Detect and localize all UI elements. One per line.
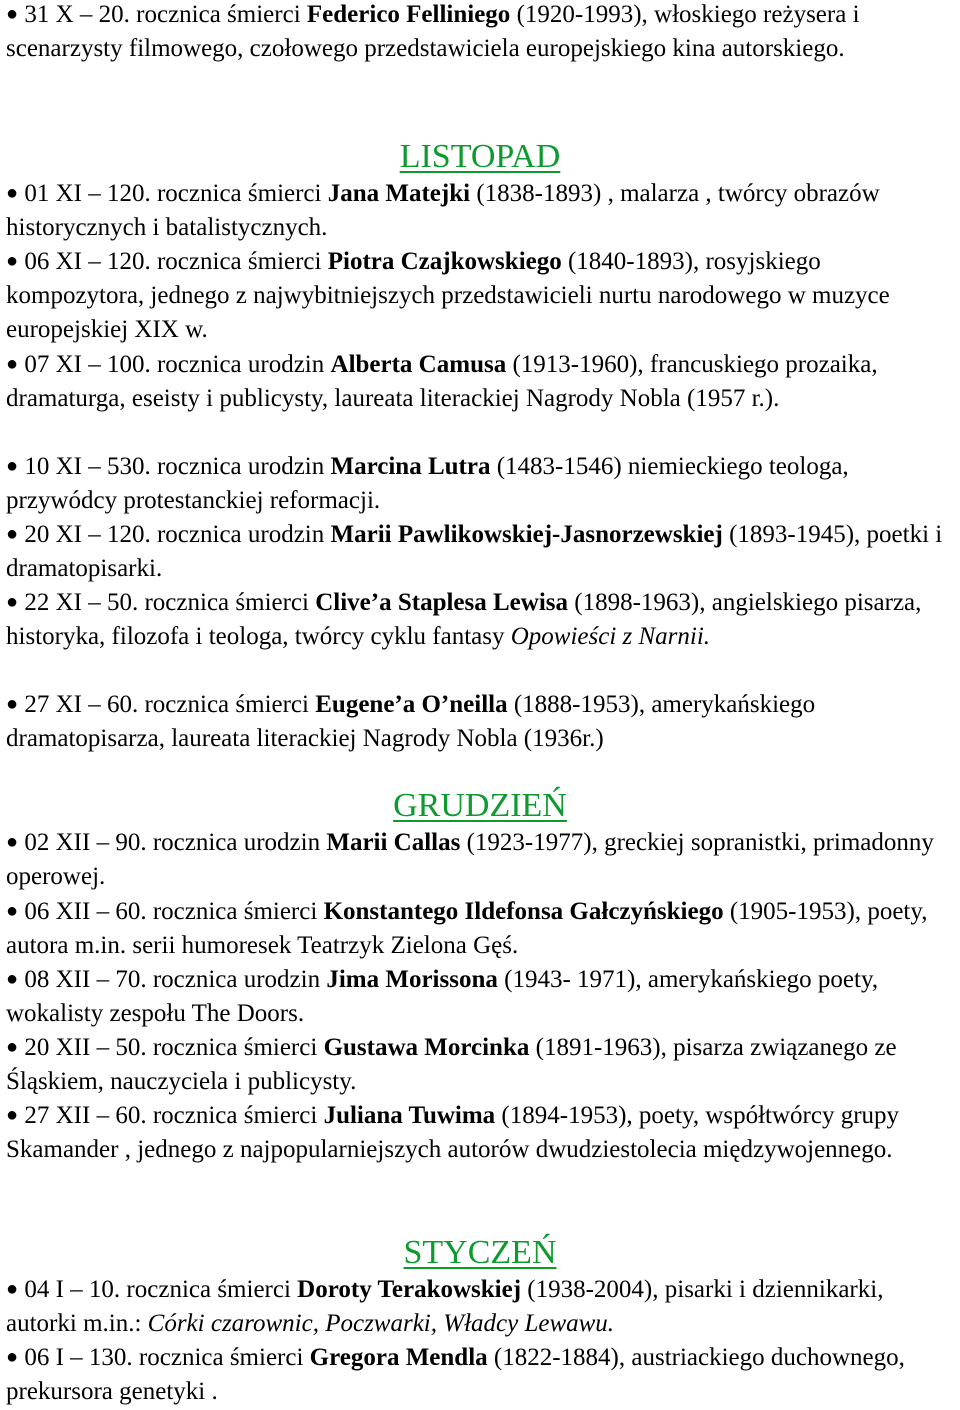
entry-dash: –: [96, 898, 110, 925]
entry-date: 20 XII: [24, 1034, 91, 1061]
entry-lead: 60. rocznica śmierci: [115, 898, 318, 925]
entry-person: Jima Morissona: [326, 966, 498, 993]
entry-description: (1938-2004), pisarki i dziennikarki, autorki m.in.:: [6, 1276, 884, 1337]
entry-lead: 70. rocznica urodzin: [115, 966, 321, 993]
bullet-icon: ●: [6, 3, 19, 25]
anniversary-entry: [6, 585, 958, 654]
entry-lead: 90. rocznica urodzin: [115, 829, 321, 856]
bullet-icon: ●: [6, 182, 19, 204]
entry-person: Doroty Terakowskiej: [297, 1276, 522, 1303]
entry-person: Gustawa Morcinka: [323, 1034, 530, 1061]
anniversary-entry: [6, 687, 958, 756]
entry-dash: –: [70, 1276, 83, 1303]
entry-description: (1905-1953), poety, autora m.in. serii humoresek Teatrzyk Zielona Gęś.: [6, 898, 928, 959]
entry-date: 20 XI: [24, 521, 82, 548]
anniversary-entry: [6, 962, 958, 1031]
bullet-icon: ●: [6, 900, 19, 922]
anniversary-entry: [6, 0, 958, 66]
anniversary-entry: [6, 1098, 958, 1167]
anniversary-entry: [6, 517, 958, 586]
bullet-icon: ●: [6, 250, 19, 272]
entry-date: 27 XII: [24, 1102, 91, 1129]
entry-person: Marii Callas: [326, 829, 461, 856]
entry-lead: 120. rocznica śmierci: [106, 248, 322, 275]
anniversary-entry: [6, 825, 958, 894]
bullet-icon: ●: [6, 455, 19, 477]
entry-dash: –: [96, 1034, 110, 1061]
entry-person: Marcina Lutra: [330, 453, 491, 480]
bullet-icon: ●: [6, 1346, 19, 1368]
entry-dash: –: [70, 1344, 83, 1371]
entry-date: 08 XII: [24, 966, 91, 993]
entry-title-italic: Córki czarownic, Poczwarki, Władcy Lewawu.: [147, 1310, 615, 1337]
entry-person: Juliana Tuwima: [323, 1102, 496, 1129]
entry-dash: –: [88, 691, 101, 718]
entry-description: (1822-1884), austriackiego duchownego, prekursora genetyki .: [6, 1344, 905, 1405]
bullet-icon: ●: [6, 353, 19, 375]
entry-date: 22 XI: [24, 589, 82, 616]
entry-dash: –: [88, 180, 101, 207]
month-heading-grudzien: [0, 786, 960, 826]
entry-lead: 60. rocznica śmierci: [106, 691, 309, 718]
entry-date: 31 X: [24, 1, 74, 28]
entry-dash: –: [88, 521, 101, 548]
entry-dash: –: [88, 351, 101, 378]
anniversary-entry: [6, 1272, 958, 1341]
entry-lead: 20. rocznica śmierci: [98, 1, 301, 28]
entry-date: 07 XI: [24, 351, 82, 378]
entry-date: 01 XI: [24, 180, 82, 207]
month-title: GRUDZIEŃ: [393, 787, 567, 824]
entry-description: (1920-1993), włoskiego reżysera i scenarzysty filmowego, czołowego przedstawiciela europejskiego kina autorskiego.: [6, 1, 860, 62]
entry-person: Eugene’a O’neilla: [315, 691, 508, 718]
bullet-icon: ●: [6, 523, 19, 545]
entry-date: 02 XII: [24, 829, 91, 856]
entry-date: 06 I: [24, 1344, 64, 1371]
month-heading-listopad: [0, 137, 960, 177]
entry-lead: 120. rocznica śmierci: [106, 180, 322, 207]
entry-description: (1891-1963), pisarza związanego ze Śląskiem, nauczyciela i publicysty.: [6, 1034, 897, 1095]
entry-dash: –: [96, 966, 110, 993]
entry-person: Piotra Czajkowskiego: [327, 248, 562, 275]
entry-lead: 10. rocznica śmierci: [88, 1276, 291, 1303]
entry-description: (1888-1953), amerykańskiego dramatopisarza, laureata literackiej Nagrody Nobla (1936r.): [6, 691, 816, 752]
entry-person: Clive’a Staplesa Lewisa: [315, 589, 569, 616]
entry-description: (1893-1945), poetki i dramatopisarki.: [6, 521, 943, 582]
entry-person: Federico Felliniego: [306, 1, 511, 28]
entry-description: (1898-1963), angielskiego pisarza, historyka, filozofa i teologa, twórcy cyklu fantasy: [6, 589, 922, 650]
entry-person: Marii Pawlikowskiej-Jasnorzewskiej: [330, 521, 723, 548]
entry-description: (1483-1546) niemieckiego teologa, przywódcy protestanckiej reformacji.: [6, 453, 849, 514]
month-heading-styczen: [0, 1233, 960, 1273]
entry-date: 06 XI: [24, 248, 82, 275]
entry-description: (1840-1893), rosyjskiego kompozytora, jednego z najwybitniejszych przedstawicieli nurtu narodowego w muzyce europejskiej XIX w.: [6, 248, 890, 343]
anniversary-entry: [6, 449, 958, 518]
entry-date: 06 XII: [24, 898, 91, 925]
entry-description: (1923-1977), greckiej sopranistki, primadonny operowej.: [6, 829, 934, 890]
entry-dash: –: [96, 829, 110, 856]
entry-date: 27 XI: [24, 691, 82, 718]
entry-person: Jana Matejki: [327, 180, 471, 207]
bullet-icon: ●: [6, 693, 19, 715]
bullet-icon: ●: [6, 1104, 19, 1126]
entry-dash: –: [88, 453, 101, 480]
entry-lead: 130. rocznica śmierci: [88, 1344, 304, 1371]
entry-description: (1894-1953), poety, współtwórcy grupy Skamander , jednego z najpopularniejszych autorów dwudziestolecia międzywojennego.: [6, 1102, 900, 1163]
bullet-icon: ●: [6, 968, 19, 990]
anniversary-entry: [6, 1030, 958, 1099]
entry-lead: 50. rocznica śmierci: [106, 589, 309, 616]
anniversary-entry: [6, 176, 958, 245]
entry-dash: –: [96, 1102, 110, 1129]
bullet-icon: ●: [6, 1278, 19, 1300]
entry-lead: 120. rocznica urodzin: [106, 521, 325, 548]
entry-lead: 100. rocznica urodzin: [106, 351, 325, 378]
bullet-icon: ●: [6, 1036, 19, 1058]
entry-lead: 60. rocznica śmierci: [115, 1102, 318, 1129]
anniversary-entry: [6, 244, 958, 347]
bullet-icon: ●: [6, 831, 19, 853]
entry-date: 04 I: [24, 1276, 64, 1303]
month-title: LISTOPAD: [399, 138, 561, 175]
entry-lead: 530. rocznica urodzin: [106, 453, 325, 480]
entry-description: (1838-1893) , malarza , twórcy obrazów historycznych i batalistycznych.: [6, 180, 880, 241]
entry-dash: –: [79, 1, 93, 28]
entry-person: Konstantego Ildefonsa Gałczyńskiego: [323, 898, 724, 925]
bullet-icon: ●: [6, 591, 19, 613]
entry-lead: 50. rocznica śmierci: [115, 1034, 318, 1061]
entry-dash: –: [88, 589, 101, 616]
month-title: STYCZEŃ: [403, 1234, 557, 1271]
entry-dash: –: [88, 248, 101, 275]
entry-person: Gregora Mendla: [309, 1344, 488, 1371]
entry-date: 10 XI: [24, 453, 82, 480]
anniversary-entry: [6, 347, 958, 416]
anniversary-entry: [6, 1340, 958, 1409]
entry-person: Alberta Camusa: [330, 351, 507, 378]
entry-title-italic: Opowieści z Narnii.: [510, 623, 711, 650]
entry-description: (1943- 1971), amerykańskiego poety, wokalisty zespołu The Doors.: [6, 966, 879, 1027]
anniversary-entry: [6, 894, 958, 963]
entry-description: (1913-1960), francuskiego prozaika, dramaturga, eseisty i publicysty, laureata literackiej Nagrody Nobla (1957 r.).: [6, 351, 878, 412]
